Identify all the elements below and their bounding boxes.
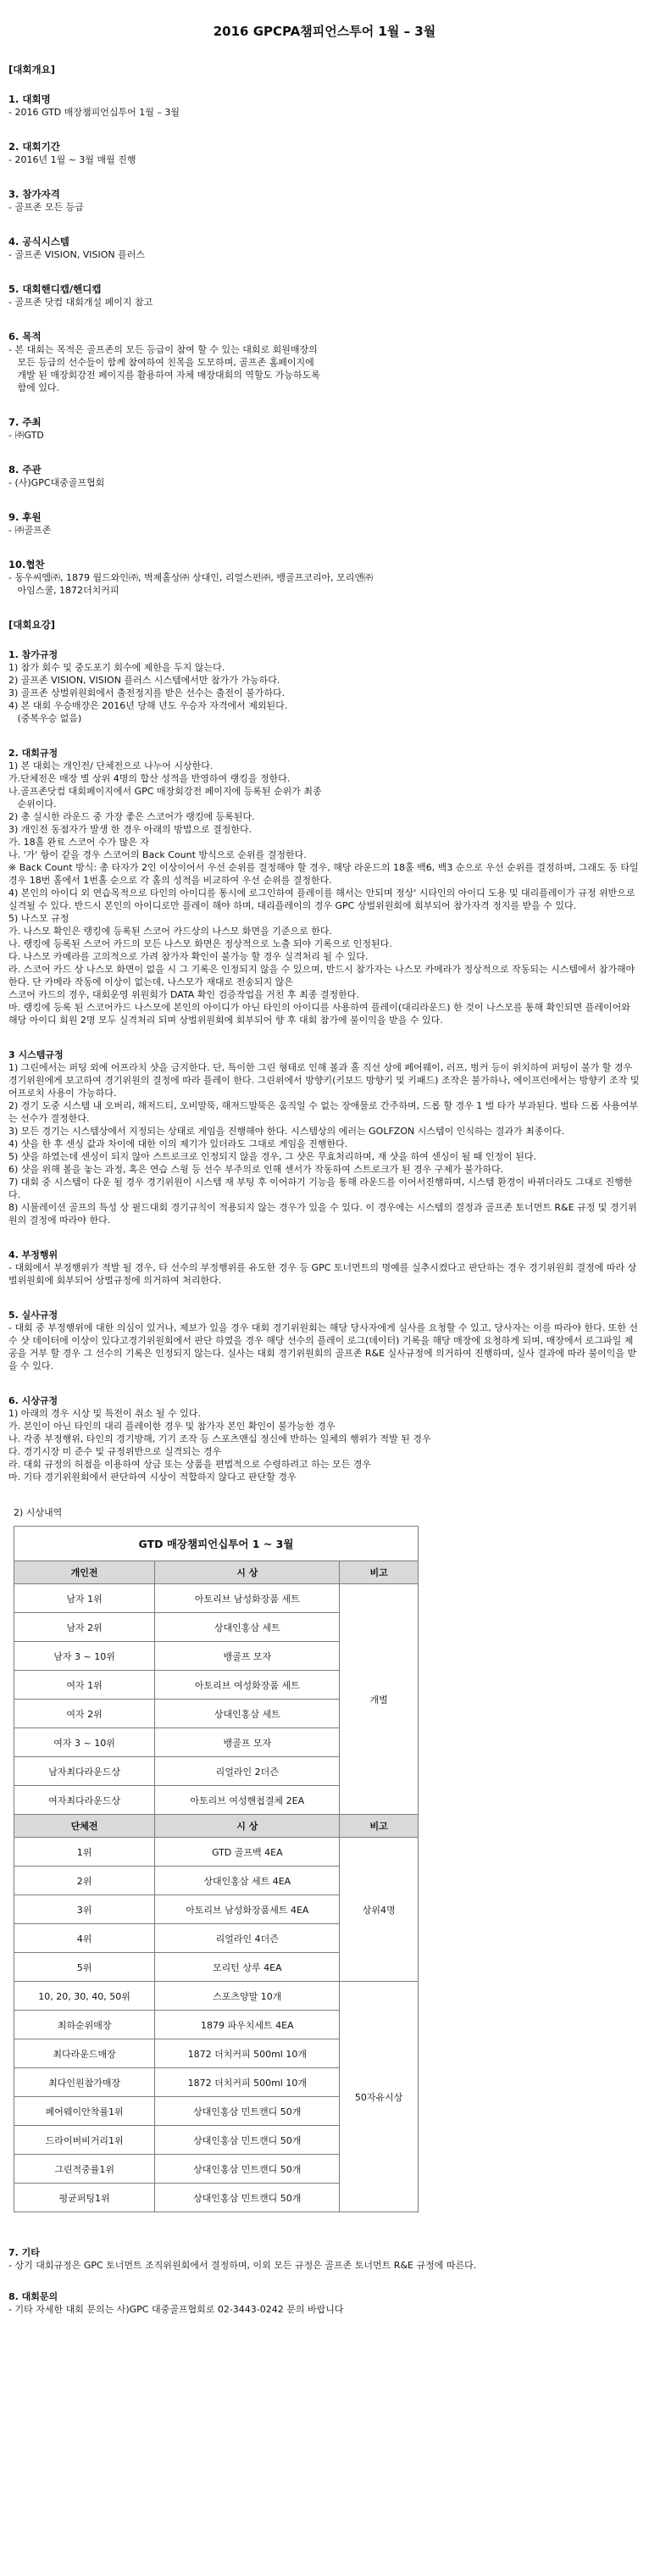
table-cell-note: 50자유시상 <box>340 1982 419 2212</box>
table-cell-prize: 1872 더치커피 500ml 10개 <box>155 2039 340 2068</box>
table-header-cell: 비고 <box>340 1561 419 1584</box>
section-line: 라. 스코어 카드 상 나스모 화면이 없을 시 그 기록은 인정되지 않을 수 있으며, 반드시 참가자는 나스모 카메라가 정상적으로 작동되는 시스템에서 참가해야 한다. 단 카메라 작동에 이상이 없는데, 나스모가 재대로 전송되지 않은 <box>8 964 638 988</box>
table-cell-prize: 상대인홍삼 세트 <box>155 1613 340 1642</box>
section-heading: 4. 부정행위 <box>8 1249 58 1260</box>
table-cell-rank: 1위 <box>14 1838 155 1867</box>
table-cell-rank: 3위 <box>14 1895 155 1924</box>
section-line: - 본 대회는 목적은 골프존의 모든 등급이 참여 할 수 있는 대회로 회원매장의 <box>8 344 318 355</box>
section-line: - 골프존 닷컴 대회개설 페이지 참고 <box>8 297 153 308</box>
rules-section <box>8 648 641 1483</box>
table-cell-prize: 리얼라인 2더즌 <box>155 1757 340 1786</box>
table-cell-prize: 아토리브 여성화장품 세트 <box>155 1671 340 1700</box>
section-line: 2) 총 실시한 라운드 중 가장 좋은 스코어가 랭킹에 등록된다. <box>8 811 255 822</box>
section-line: - 2016 GTD 매장챔피언십투어 1월 – 3월 <box>8 107 180 118</box>
section-line: 모든 등급의 선수들이 함께 참여하여 친목을 도모하며, 골프존 홈페이지에 <box>8 357 314 368</box>
table-cell-prize: 상대인홍삼 세트 4EA <box>155 1867 340 1895</box>
overview-block <box>8 188 641 214</box>
table-cell-rank: 드라이버비거리1위 <box>14 2126 155 2155</box>
section-line: ※ Back Count 방식: 총 타자가 2인 이상이어서 우선 순위를 결정해야 할 경우, 해당 라운드의 18홀 백6, 백3 순으로 우선 순위를 결정하며, 그래도 동 타일 경우 18번 홀에서 1번홀 순으로 각 홀의 성적을 비교하여 우선 순위를 결정한다. <box>8 862 642 886</box>
table-header-cell: 단체전 <box>14 1815 155 1838</box>
table-cell-prize: 모리턴 상루 4EA <box>155 1953 340 1982</box>
footer-block <box>8 2246 641 2272</box>
section-line: - ㈜골프존 <box>8 525 52 536</box>
section-line: 1) 그린에서는 퍼팅 외에 어프라치 샷을 금지한다. 단, 특이한 그린 형태로 인해 볼과 홀 직선 상에 페어웨이, 러프, 벙커 등이 위치하여 퍼팅이 불가 할 경우 경기위원에게 보고하여 경기위원의 결정에 따라 플레이 한다. 그린위에서 방향키(키보드 방향키 및 키패드) 조작은 불가하나, 에이프런에서는 방향키 조작 및 어프로치 사용이 가능하다. <box>8 1062 642 1099</box>
table-cell-rank: 여자 3 ~ 10위 <box>14 1728 155 1757</box>
table-cell-rank: 여자 1위 <box>14 1671 155 1700</box>
rules-block <box>8 648 641 725</box>
section-line: 나.골프존닷컴 대회페이지에서 GPC 매장회강전 페이지에 등록된 순위가 최종 <box>8 786 322 797</box>
table-cell-prize: 상대인홍삼 민트캔디 50개 <box>155 2126 340 2155</box>
table-cell-rank: 2위 <box>14 1867 155 1895</box>
table-cell-prize: 리얼라인 4더즌 <box>155 1924 340 1953</box>
section-line: 나. 랭킹에 등록된 스코어 카드의 모든 나스모 화면은 정상적으로 노출 되야 기록으로 인정된다. <box>8 938 392 949</box>
section-line: 다. 나스모 카메라를 고의적으로 가려 참가자 확인이 불가능 할 경우 실격처리 될 수 있다. <box>8 951 369 962</box>
section-heading: 1. 참가규정 <box>8 649 58 660</box>
overview-block <box>8 283 641 309</box>
section-heading: 8. 주관 <box>8 464 42 476</box>
section-line: 1) 본 대회는 개인전/ 단체전으로 나누어 시상한다. <box>8 760 214 771</box>
section-line: - 대회에서 부정행위가 적발 될 경우, 타 선수의 부정행위를 유도한 경우 등 GPC 토너먼트의 명예를 실추시켰다고 판단하는 경우 경기위원회 결정에 따라 상벌위원회에 회부되어 상벌규정에 의거하여 처리한다. <box>8 1262 637 1286</box>
table-cell-prize: 스포츠양말 10개 <box>155 1982 340 2011</box>
section-line: 함에 있다. <box>8 382 59 393</box>
table-cell-rank: 최하순위매장 <box>14 2011 155 2039</box>
table-header-cell: 시 상 <box>155 1561 340 1584</box>
section-heading: 5. 실사규정 <box>8 1310 58 1321</box>
section-line: 4) 본인의 아이디 외 연습목적으로 타인의 아이디를 통시에 로그인하여 플레이를 해서는 안되며 정상' 시타인의 아이디 도용 및 대리플레이가 규정 위반으로 실격될 수 있다. 반드시 본인의 아이디로만 플레이 해야 하며, 대리플레이의 경우 GPC 상벌위원회에 회부되어 참가자격 정지를 받을 수 있다. <box>8 887 639 911</box>
table-cell-prize: 상대인홍삼 세트 <box>155 1700 340 1728</box>
section-heading: 4. 공식시스템 <box>8 236 69 248</box>
section-line: 5) 나스모 규정 <box>8 913 69 924</box>
section-heading: 8. 대회문의 <box>8 2291 58 2302</box>
section-line: 마. 랭킹에 등록 된 스코어카드 나스모에 본인의 아이디가 아닌 타인의 아이디를 사용하여 플레이(대리라운드) 한 것이 나스모를 통해 확인되면 플레이어와 해당 아이디 회원 2명 모두 실격처리 되며 상벌위원회에 회부되어 향 후 대회 참가에 불이익을 받을 수 있다. <box>8 1002 634 1026</box>
section-line: 가. 나스모 확인은 랭킹에 등록된 스코어 카드상의 나스모 화면을 기준으로 한다. <box>8 926 332 937</box>
table-cell-rank: 최다인원참가매장 <box>14 2068 155 2097</box>
section-line: 다. 경기시장 미 준수 및 규정위반으로 실격되는 경우 <box>8 1446 222 1457</box>
table-cell-rank: 평균퍼팅1위 <box>14 2184 155 2212</box>
table-cell-prize: 상대인홍삼 민트캔디 50개 <box>155 2184 340 2212</box>
section-heading: 1. 대회명 <box>8 93 51 105</box>
overview-block <box>8 236 641 261</box>
table-cell-rank: 남자 3 ~ 10위 <box>14 1642 155 1671</box>
table-header-row <box>14 1561 419 1584</box>
table-cell-prize: 1879 파우치세트 4EA <box>155 2011 340 2039</box>
section-line: - ㈜GTD <box>8 430 44 441</box>
section-line: - 기타 자세한 대회 문의는 사)GPC 대중골프협회로 02-3443-0242 문의 바랍니다 <box>8 2304 344 2315</box>
overview-block <box>8 559 641 597</box>
section-heading: 2. 대회기간 <box>8 141 60 153</box>
section-heading: 3 시스템규정 <box>8 1049 64 1060</box>
rules-block <box>8 1394 641 1483</box>
overview-block <box>8 141 641 166</box>
table-row <box>14 1584 419 1613</box>
overview-block <box>8 416 641 442</box>
table-cell-prize: 아토리브 여성핸첩결체 2EA <box>155 1786 340 1815</box>
section-line: 2) 골프존 VISION, VISION 플러스 시스템에서만 참가가 가능하다. <box>8 675 280 686</box>
section-line: - 상기 대회규정은 GPC 토너먼트 조직위원회에서 결정하며, 이외 모든 규정은 골프존 토너먼트 R&E 규정에 따른다. <box>8 2260 477 2271</box>
section-heading: 7. 주최 <box>8 416 42 428</box>
table-cell-rank: 10, 20, 30, 40, 50위 <box>14 1982 155 2011</box>
section-line: 4) 본 대회 우승매장은 2016년 당해 년도 우승자 자격에서 제외된다. <box>8 700 288 711</box>
section-line: 가. 18홀 완료 스코어 수가 많은 자 <box>8 837 149 848</box>
section-line: 1) 참가 회수 및 중도포기 회수에 제한을 두지 않는다. <box>8 662 225 673</box>
table-header-cell: 비고 <box>340 1815 419 1838</box>
section-line: 라. 대회 규정의 허점을 이용하여 상금 또는 상품을 편법적으로 수령하려고 하는 모든 경우 <box>8 1459 371 1470</box>
section-heading: 7. 기타 <box>8 2247 40 2258</box>
table-cell-prize: 아토리브 남성화장품세트 4EA <box>155 1895 340 1924</box>
section-line: - 대회 중 부정행위에 대한 의심이 있거나, 제보가 있을 경우 대회 경기위원회는 해당 당사자에게 실사를 요청할 수 있고, 당사자는 이를 따라야 한다. 또한 선수 샷 데이터에 이상이 있다고경기위원회에서 판단 하였을 경우 해당 선수의 플레이 로그(데이터) 기록을 해당 매장에 요청하게 되며, 매장에서 로그파일 제공을 거부 할 경우 그 선수의 기록은 인정되지 않는다. 실사는 대회 경기위원회의 골프존 R&E 실사규정에 의거하여 진행하며, 실사 결과에 따라 불이익을 받을 수 있다. <box>8 1322 639 1371</box>
table-title-row <box>14 1527 419 1561</box>
table-cell-rank: 4위 <box>14 1924 155 1953</box>
table-cell-rank: 그린적중률1위 <box>14 2155 155 2184</box>
table-cell-prize: 뱅골프 모자 <box>155 1642 340 1671</box>
table-cell-note: 개별 <box>340 1584 419 1815</box>
rules-block <box>8 1249 641 1287</box>
section-line: 순위이다. <box>8 798 57 810</box>
section-line: 가.단체전은 매장 별 상위 4명의 합산 성적을 반영하여 랭킹을 정한다. <box>8 773 291 784</box>
rules-block <box>8 747 641 1027</box>
overview-section <box>8 93 641 597</box>
section-line: 아임스쿨, 1872더치커피 <box>8 585 119 596</box>
section-line: 3) 골프존 상벌위원회에서 출전정지를 받은 선수는 출전이 불가하다. <box>8 687 286 698</box>
section-line: 7) 대회 중 시스템이 다운 될 경우 경기위원이 시스템 재 부팅 후 이어하기 기능을 통해 라운드를 이어서진행하며, 시스템 환경이 바뀌더라도 그대로 진행한다. <box>8 1177 633 1200</box>
section-line: - 2016년 1월 ~ 3월 매월 진행 <box>8 154 136 165</box>
overview-block <box>8 93 641 119</box>
section-line: 2) 경기 도중 시스템 내 오버리, 해저드티, 오비말뚝, 해저드말뚝은 움직일 수 없는 장애물로 간주하며, 드롭 할 경우 1 벌 타가 부과된다. 벌타 드롭 사용여부는 선수가 결정한다. <box>8 1100 639 1124</box>
footer-block <box>8 2290 641 2316</box>
section-line: 스코어 카드의 경우, 대회운영 위원회가 DATA 확인 검증작업을 거친 후 최종 결정한다. <box>8 989 359 1000</box>
section-line: - (사)GPC대중골프협회 <box>8 477 105 488</box>
section-heading: 2. 대회규정 <box>8 748 58 759</box>
section-line: 3) 모든 경기는 시스템상에서 지정되는 상태로 게임을 진행해야 한다. 시스템상의 에러는 GOLFZON 시스템이 인식하는 결과가 최종이다. <box>8 1126 565 1137</box>
overview-block <box>8 511 641 537</box>
table-cell-rank: 최다라운드매장 <box>14 2039 155 2068</box>
section-line: 4) 샷을 한 후 센싱 값과 차이에 대한 이의 제기가 있더라도 그대로 게임을 진행한다. <box>8 1138 348 1149</box>
table-cell-rank: 남자 1위 <box>14 1584 155 1613</box>
table-header-row <box>14 1815 419 1838</box>
document-page <box>0 22 649 2576</box>
table-cell-rank: 남자최다라운드상 <box>14 1757 155 1786</box>
footer-section <box>8 2246 641 2316</box>
table-cell-prize: 아토리브 남성화장품 세트 <box>155 1584 340 1613</box>
section-line: 가. 본인이 아닌 타인의 대리 플레이한 경우 및 참가자 본인 확인이 불가능한 경우 <box>8 1421 336 1432</box>
section-line: 5) 샷을 하였는데 센싱이 되지 않아 스트로크로 인정되지 않을 경우, 그 샷은 무효처리하며, 재 샷을 하여 센싱이 될 때 인정이 된다. <box>8 1151 537 1162</box>
section-line: (중복우승 없음) <box>8 713 82 724</box>
section-line: - 골프존 모든 등급 <box>8 202 84 213</box>
table-cell-note: 상위4명 <box>340 1838 419 1982</box>
section-line: 8) 시뮬레이션 골프의 특성 상 필드대회 경기규칙이 적용되지 않는 경우가 있을 수 있다. 이 경우에는 시스템의 결정과 골프존 토너먼트 R&E 규정 및 경기위원의 결정에 따라야 한다. <box>8 1202 637 1226</box>
section-line: 나. 각종 부정행위, 타인의 경기방해, 기기 조작 등 스포츠맨십 정신에 반하는 일체의 행위가 적발 된 경우 <box>8 1433 431 1444</box>
table-caption: 2) 시상내역 <box>14 1507 63 1518</box>
section-line: - 골프존 VISION, VISION 플러스 <box>8 249 145 260</box>
section-line: 6) 샷을 위해 볼을 놓는 과정, 혹은 연습 스윙 등 선수 부주의로 인해 센서가 작동하여 스트로크가 된 경우 구제가 불가하다. <box>8 1164 504 1175</box>
table-cell-prize: 뱅골프 모자 <box>155 1728 340 1757</box>
table-cell-prize: 1872 더치커피 500ml 10개 <box>155 2068 340 2097</box>
table-cell-prize: 상대인홍삼 민트캔디 50개 <box>155 2097 340 2126</box>
table-cell-prize: GTD 골프백 4EA <box>155 1838 340 1867</box>
section-line: 개발 된 매장회강전 페이지를 활용하여 자체 매장대회의 역할도 가능하도록 <box>8 370 320 381</box>
section-heading: 5. 대회핸디캡/핸디캡 <box>8 283 102 295</box>
section-heading: 6. 목적 <box>8 331 42 342</box>
table-cell-rank: 여자최다라운드상 <box>14 1786 155 1815</box>
table-header-cell: 개인전 <box>14 1561 155 1584</box>
table-cell-rank: 페어웨이안착률1위 <box>14 2097 155 2126</box>
table-row <box>14 1838 419 1867</box>
table-row <box>14 1982 419 2011</box>
table-cell-prize: 상대인홍삼 민트캔디 50개 <box>155 2155 340 2184</box>
rules-block <box>8 1049 641 1227</box>
section-heading: 6. 시상규정 <box>8 1395 58 1406</box>
section-line: 3) 개인전 동점자가 발생 한 경우 아래의 방법으로 결정한다. <box>8 824 252 835</box>
overview-block <box>8 464 641 489</box>
overview-block <box>8 331 641 394</box>
section-heading: 3. 참가자격 <box>8 188 60 200</box>
section-line: 마. 기타 경기위원회에서 판단하여 시상이 적합하지 않다고 판단할 경우 <box>8 1472 297 1483</box>
table-cell-rank: 여자 2위 <box>14 1700 155 1728</box>
table-header-cell: 시 상 <box>155 1815 340 1838</box>
prize-table <box>14 1526 419 2212</box>
section-heading: 10.협찬 <box>8 559 45 570</box>
rules-block <box>8 1309 641 1372</box>
rules-header: [대회요강] <box>8 619 55 631</box>
table-cell-rank: 5위 <box>14 1953 155 1982</box>
section-line: 1) 아래의 경우 시상 및 특전이 취소 될 수 있다. <box>8 1408 201 1419</box>
table-cell-rank: 남자 2위 <box>14 1613 155 1642</box>
section-line: - 동우씨엠㈜, 1879 월드와인㈜, 벽제홀상㈜ 상대인, 리얼스펀㈜, 뱅골프코리아, 모리앤㈜ <box>8 572 373 583</box>
table-title: GTD 매장챔피언십투어 1 ~ 3월 <box>14 1527 419 1561</box>
section-line: 나. '가' 항이 같을 경우 스코어의 Back Count 방식으로 순위를 결정한다. <box>8 849 307 860</box>
overview-header: [대회개요] <box>8 64 55 75</box>
page-title: 2016 GPCPA챔피언스투어 1월 – 3월 <box>213 24 436 39</box>
section-heading: 9. 후원 <box>8 511 42 523</box>
